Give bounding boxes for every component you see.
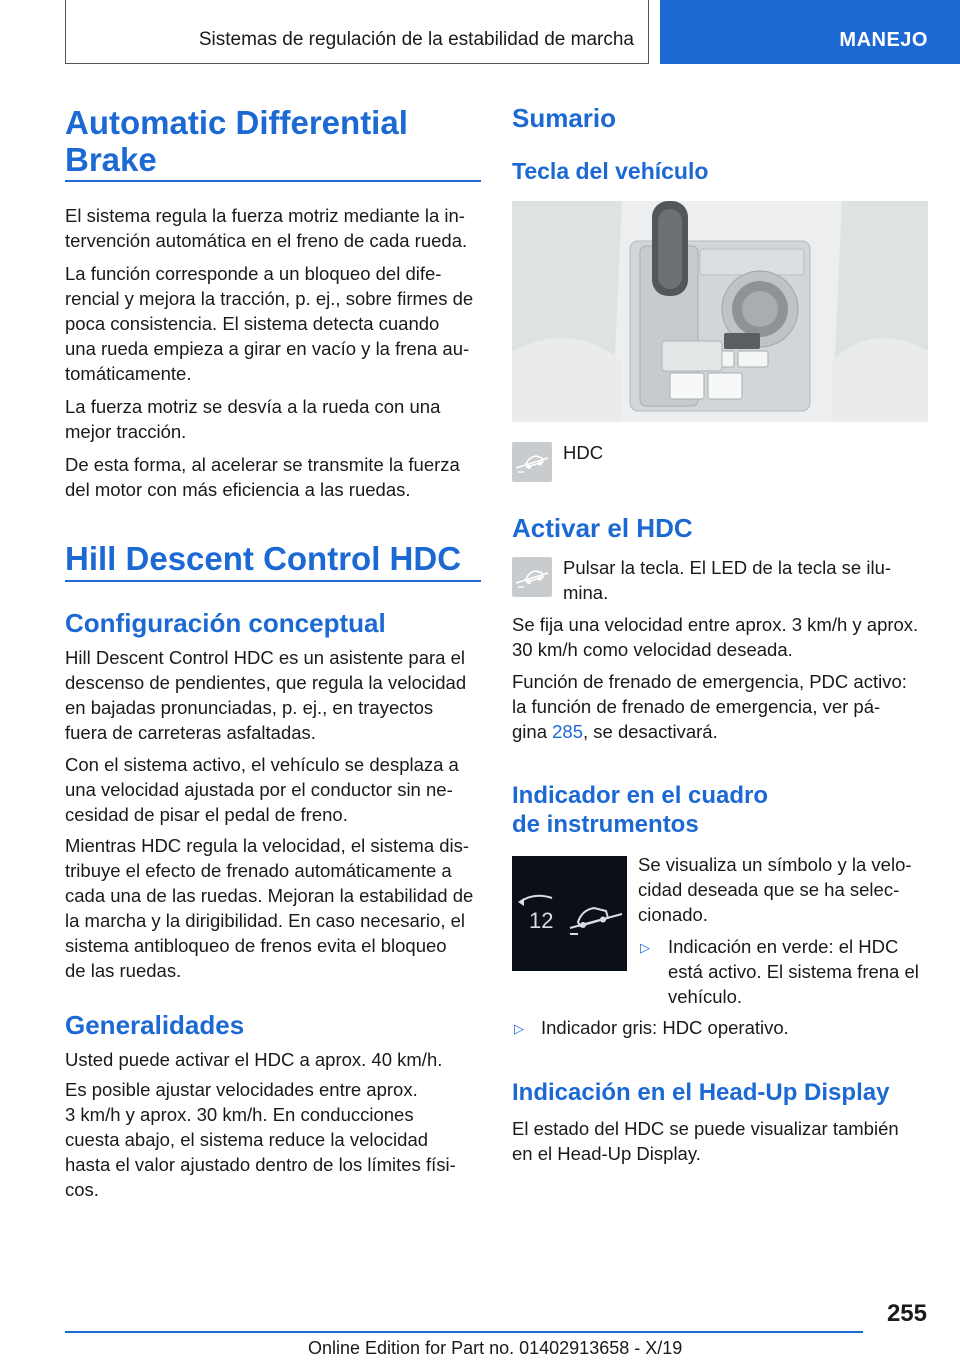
activate-paragraph-3: [512, 669, 907, 744]
adb-paragraph-4: [65, 452, 460, 502]
text-line: sistema antibloqueo de frenos evita el bloqueo: [65, 935, 447, 956]
text-line: mina.: [563, 582, 609, 603]
text-line: del motor con más eficiencia a las ruedas.: [65, 479, 411, 500]
general-paragraph-2: [65, 1077, 456, 1202]
concept-heading: Configuración conceptual: [65, 608, 386, 638]
text-line: cionado.: [638, 904, 708, 925]
text-line: Mientras HDC regula la velocidad, el sistema dis‐: [65, 835, 470, 856]
heading-line: de instrumentos: [512, 811, 699, 838]
adb-paragraph-2: [65, 261, 473, 386]
adb-title: [65, 104, 408, 178]
text-line: La fuerza motriz se desvía a la rueda con una: [65, 396, 441, 417]
text-line: Hill Descent Control HDC es un asistente para el: [65, 647, 465, 668]
text-line: Se fija una velocidad entre aprox. 3 km/h y aprox.: [512, 614, 919, 635]
text-line: cuesta abajo, el sistema reduce la velocidad: [65, 1129, 429, 1150]
text-line: [512, 719, 907, 744]
page-number: 255: [886, 1300, 927, 1327]
text-line: Se visualiza un símbolo y la velo‐: [638, 854, 912, 875]
adb-paragraph-3: [65, 394, 440, 444]
text-line: 30 km/h como velocidad deseada.: [512, 639, 793, 660]
activate-heading: Activar el HDC: [512, 513, 693, 543]
center-console-image: [512, 201, 928, 422]
text-line: en bajadas pronunciadas, p. ej., en trayectos: [65, 697, 434, 718]
center-console-illustration: [512, 201, 928, 422]
adb-paragraph-1: [65, 203, 467, 253]
text-line: de las ruedas.: [65, 960, 182, 981]
heading-line: Indicador en el cuadro: [512, 782, 769, 809]
edition-footer: Online Edition for Part no. 01402913658 - X/19: [308, 1338, 683, 1358]
hdc-title-rule: [65, 580, 481, 582]
text-fragment: gina: [512, 721, 553, 742]
text-line: la función de frenado de emergencia, ver pá‐: [512, 696, 881, 717]
text-line: una velocidad ajustada por el conductor sin ne‐: [65, 779, 453, 800]
text-line: mejor tracción.: [65, 421, 187, 442]
hdc-icon: [512, 442, 552, 482]
hud-paragraph: [512, 1116, 899, 1166]
text-line: tomáticamente.: [65, 363, 192, 384]
text-line: cos.: [65, 1179, 99, 1200]
text-line: La función corresponde a un bloqueo del dife‐: [65, 263, 442, 284]
text-line: la marcha y la dirigibilidad. En caso necesario, el: [65, 910, 466, 931]
text-line: poca consistencia. El sistema detecta cuando: [65, 313, 440, 334]
hdc-key-label: HDC: [563, 442, 604, 463]
page-link[interactable]: 285: [552, 721, 583, 742]
activate-instruction: [563, 555, 891, 605]
concept-paragraph-2: [65, 752, 459, 827]
text-line: Indicación en verde: el HDC: [668, 936, 899, 957]
text-line: descenso de pendientes, que regula la velocidad: [65, 672, 467, 693]
text-line: cada una de las ruedas. Mejoran la estabilidad de: [65, 885, 474, 906]
text-line: está activo. El sistema frena el: [668, 961, 919, 982]
text-line: rencial y mejora la tracción, p. ej., sobre firmes de: [65, 288, 474, 309]
text-line: cesidad de pisar el pedal de freno.: [65, 804, 348, 825]
text-line: 3 km/h y aprox. 30 km/h. En conducciones: [65, 1104, 414, 1125]
chapter-tab-label: MANEJO: [839, 29, 928, 51]
footer-rule: [65, 1331, 863, 1333]
vehicle-key-heading: Tecla del vehículo: [512, 158, 709, 184]
bullet-arrow-icon: ▷: [640, 940, 650, 955]
activate-paragraph-2: [512, 612, 918, 662]
text-line: una rueda empieza a girar en vacío y la frena au‐: [65, 338, 470, 359]
adb-title-line-2: Brake: [65, 141, 157, 178]
bullet-green: [668, 934, 919, 1009]
general-paragraph-1: Usted puede activar el HDC a aprox. 40 km/h.: [65, 1049, 443, 1070]
indicator-paragraph: [638, 852, 912, 927]
general-heading: Generalidades: [65, 1010, 245, 1040]
text-line: fuera de carreteras asfaltadas.: [65, 722, 316, 743]
text-line: cidad deseada que se ha selec‐: [638, 879, 900, 900]
text-line: tribuye el efecto de frenado automáticamente a: [65, 860, 452, 881]
text-line: vehículo.: [668, 986, 743, 1007]
instrument-cluster-image: [512, 856, 627, 971]
running-header: [65, 0, 649, 64]
instrument-cluster-heading: [512, 781, 768, 839]
hdc-car-descent-icon: [512, 557, 552, 597]
text-line: El sistema regula la fuerza motriz mediante la in‐: [65, 205, 465, 226]
chapter-section-title: Sistemas de regulación de la estabilidad de marcha: [198, 29, 634, 50]
summary-heading: Sumario: [512, 103, 617, 133]
hdc-car-descent-icon: [512, 442, 552, 482]
text-line: tervención automática en el freno de cada rueda.: [65, 230, 468, 251]
chapter-tab[interactable]: [660, 0, 960, 64]
bullet-gray: Indicador gris: HDC operativo.: [541, 1017, 789, 1038]
adb-title-line-1: Automatic Differential: [65, 104, 408, 141]
bullet-arrow-icon: ▷: [514, 1021, 524, 1036]
text-line: Función de frenado de emergencia, PDC activo:: [512, 671, 907, 692]
text-line: en el Head-Up Display.: [512, 1143, 701, 1164]
text-line: Es posible ajustar velocidades entre aprox.: [65, 1079, 418, 1100]
concept-paragraph-3: [65, 833, 473, 983]
hdc-title: Hill Descent Control HDC: [65, 540, 462, 577]
hud-heading: Indicación en el Head-Up Display: [512, 1079, 890, 1106]
text-line: Con el sistema activo, el vehículo se desplaza a: [65, 754, 459, 775]
text-line: De esta forma, al acelerar se transmite la fuerza: [65, 454, 460, 475]
hdc-icon: [512, 557, 552, 597]
set-speed-value: 12: [529, 908, 554, 933]
text-fragment: , se desactivará.: [583, 721, 718, 742]
adb-title-rule: [65, 180, 481, 182]
text-line: Pulsar la tecla. El LED de la tecla se ilu‐: [563, 557, 892, 578]
text-line: hasta el valor ajustado dentro de los límites físi‐: [65, 1154, 456, 1175]
concept-paragraph-1: [65, 645, 466, 745]
text-line: El estado del HDC se puede visualizar también: [512, 1118, 899, 1139]
